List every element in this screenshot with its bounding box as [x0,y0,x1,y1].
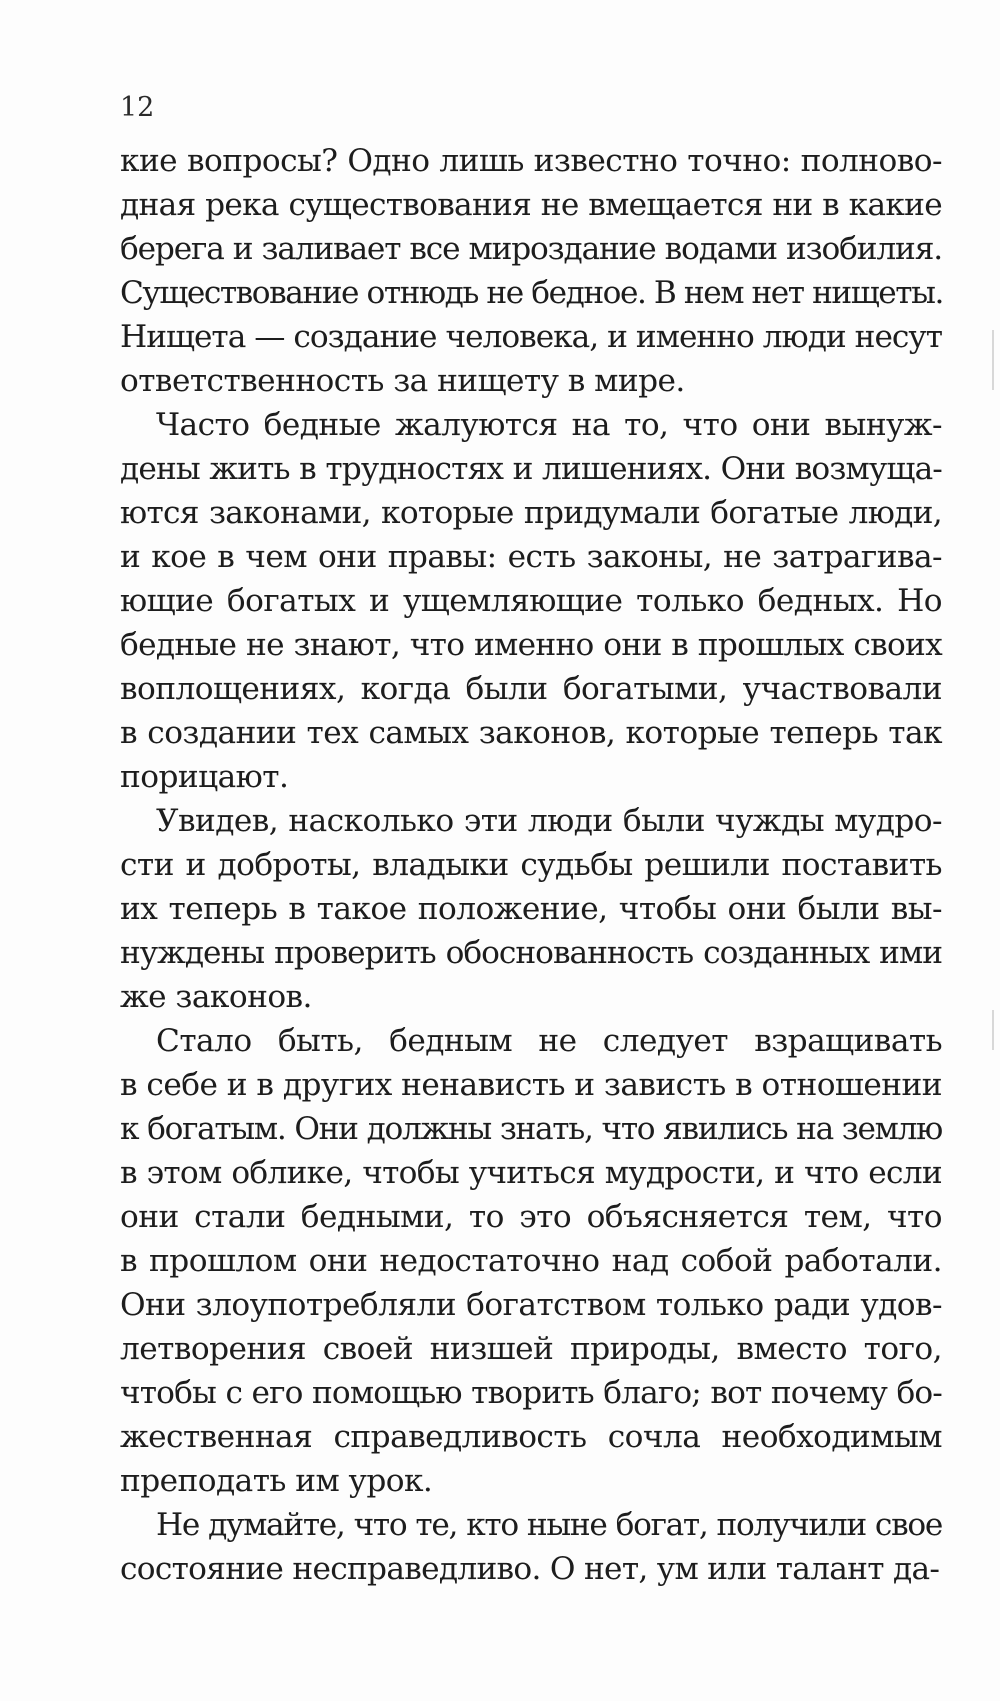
text-line: в себе и в других ненависть и зависть в отношении [120,1067,942,1103]
body-text [120,139,942,1591]
text-line: воплощениях, когда были богатыми, участвовали [120,671,942,707]
text-line: в этом облике, чтобы учиться мудрости, и что если [120,1155,942,1191]
text-line: жественная справедливость сочла необходимым [120,1419,942,1455]
text-line: ются законами, которые придумали богатые люди, [120,495,942,531]
text-line: нуждены проверить обоснованность созданных ими [120,935,942,971]
page-edge-shadow [992,1010,994,1050]
page-number: 12 [120,92,155,123]
text-line: же законов. [120,979,312,1015]
text-line: летворения своей низшей природы, вместо того, [120,1331,942,1367]
text-line: преподать им урок. [120,1463,433,1499]
text-line: они стали бедными, то это объясняется тем, что [120,1199,942,1235]
paragraph [120,799,942,1019]
text-line: Часто бедные жалуются на то, что они вынуж- [156,407,942,443]
text-line: сти и доброты, владыки судьбы решили поставить [120,847,942,883]
page-edge-shadow [992,330,994,390]
text-line: Стало быть, бедным не следует взращивать [156,1023,942,1059]
text-line: в прошлом они недостаточно над собой работали. [120,1243,942,1279]
text-line: в создании тех самых законов, которые теперь так [120,715,942,751]
text-line: Нищета — создание человека, и именно люди несут [120,319,942,355]
paragraph [120,403,942,799]
text-line: кие вопросы? Одно лишь известно точно: полново- [120,143,942,179]
text-line: к богатым. Они должны знать, что явились на землю [120,1111,942,1147]
text-line: бедные не знают, что именно они в прошлых своих [120,627,942,663]
text-line: и кое в чем они правы: есть законы, не затрагива- [120,539,942,575]
text-line: порицают. [120,759,289,795]
text-line: их теперь в такое положение, чтобы они были вы- [120,891,942,927]
text-line: берега и заливает все мироздание водами изобилия. [120,231,942,267]
text-line: дены жить в трудностях и лишениях. Они возмуща- [120,451,942,487]
text-line: ющие богатых и ущемляющие только бедных. Но [120,583,942,619]
text-line: Увидев, насколько эти люди были чужды мудро- [156,803,942,839]
text-line: состояние несправедливо. О нет, ум или талант да- [120,1551,940,1587]
text-line: дная река существования не вмещается ни в какие [120,187,942,223]
paragraph [120,1503,942,1591]
text-line: Не думайте, что те, кто ныне богат, получили свое [156,1507,942,1543]
text-line: чтобы с его помощью творить благо; вот почему бо- [120,1375,942,1411]
text-line: Они злоупотребляли богатством только ради удов- [120,1287,942,1323]
paragraph [120,1019,942,1503]
paragraph [120,139,942,403]
text-line: Существование отнюдь не бедное. В нем нет нищеты. [120,275,943,311]
text-line: ответственность за нищету в мире. [120,363,685,399]
